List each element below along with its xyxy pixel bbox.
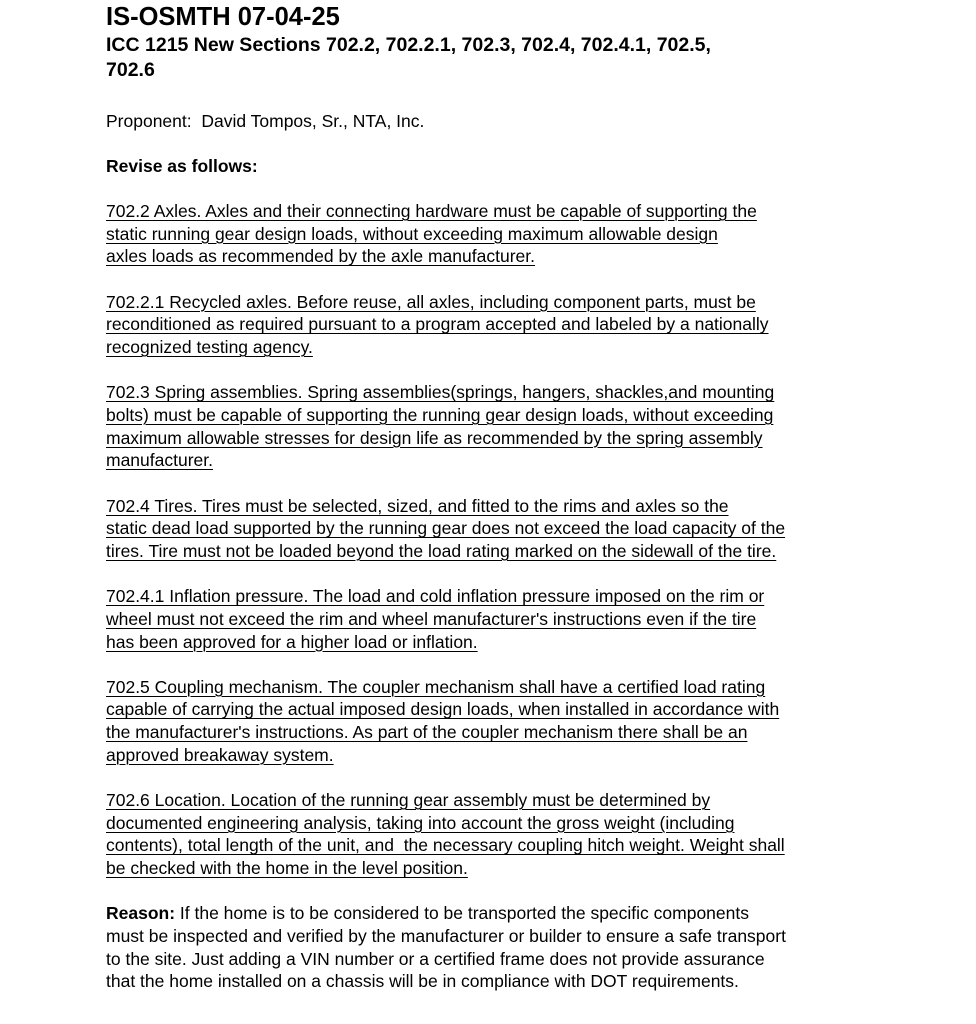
- section-line: 702.2.1 Recycled axles. Before reuse, all axles, including component parts, must be: [106, 291, 756, 312]
- section-702-2-1: [106, 291, 886, 359]
- section-line: 702.3 Spring assemblies. Spring assemblies(springs, hangers, shackles,and mounting: [106, 382, 775, 403]
- section-line: static dead load supported by the running gear does not exceed the load capacity of the: [106, 518, 786, 539]
- section-702-3: [106, 381, 886, 472]
- section-line: tires. Tire must not be loaded beyond the load rating marked on the sidewall of the tire.: [106, 540, 777, 561]
- document-page: [106, 0, 886, 993]
- section-line: capable of carrying the actual imposed design loads, when installed in accordance with: [106, 699, 780, 720]
- section-line: bolts) must be capable of supporting the running gear design loads, without exceeding: [106, 404, 774, 425]
- reason-label: Reason:: [106, 903, 176, 924]
- section-line: 702.4.1 Inflation pressure. The load and cold inflation pressure imposed on the rim or: [106, 586, 765, 607]
- section-line: recognized testing agency.: [106, 337, 313, 358]
- section-line: has been approved for a higher load or inflation.: [106, 631, 478, 652]
- document-subtitle: [106, 33, 886, 83]
- section-line: wheel must not exceed the rim and wheel manufacturer's instructions even if the tire: [106, 608, 757, 629]
- reason-line: must be inspected and verified by the manufacturer or builder to ensure a safe transport: [106, 926, 786, 947]
- section-702-5: [106, 676, 886, 767]
- section-702-6: [106, 789, 886, 880]
- section-line: static running gear design loads, without exceeding maximum allowable design: [106, 223, 718, 244]
- section-702-2: [106, 200, 886, 268]
- section-line: 702.4 Tires. Tires must be selected, sized, and fitted to the rims and axles so the: [106, 495, 729, 516]
- section-line: reconditioned as required pursuant to a program accepted and labeled by a nationally: [106, 314, 769, 335]
- section-line: contents), total length of the unit, and the necessary coupling hitch weight. Weight shall: [106, 835, 785, 856]
- section-line: manufacturer.: [106, 450, 213, 471]
- section-line: approved breakaway system.: [106, 744, 334, 765]
- section-line: the manufacturer's instructions. As part of the coupler mechanism there shall be an: [106, 722, 748, 743]
- proponent-line: Proponent: David Tompos, Sr., NTA, Inc.: [106, 111, 425, 131]
- revise-label: Revise as follows:: [106, 156, 258, 176]
- subtitle-line: 702.6: [106, 59, 155, 81]
- section-702-4-1: [106, 585, 886, 653]
- section-702-4: [106, 495, 886, 563]
- document-id-heading: IS-OSMTH 07-04-25: [106, 3, 340, 31]
- section-line: documented engineering analysis, taking into account the gross weight (including: [106, 812, 735, 833]
- section-line: 702.5 Coupling mechanism. The coupler mechanism shall have a certified load rating: [106, 676, 766, 697]
- section-line: 702.2 Axles. Axles and their connecting hardware must be capable of supporting the: [106, 201, 757, 221]
- reason-line: to the site. Just adding a VIN number or a certified frame does not provide assurance: [106, 948, 765, 969]
- subtitle-line: ICC 1215 New Sections 702.2, 702.2.1, 702.3, 702.4, 702.4.1, 702.5,: [106, 34, 711, 56]
- reason-paragraph: [106, 902, 886, 993]
- section-line: be checked with the home in the level position.: [106, 858, 468, 879]
- section-line: axles loads as recommended by the axle manufacturer.: [106, 246, 535, 267]
- reason-line: that the home installed on a chassis will be in compliance with DOT requirements.: [106, 971, 739, 992]
- reason-line: Reason: If the home is to be considered to be transported the specific components: [106, 903, 749, 924]
- section-line: 702.6 Location. Location of the running gear assembly must be determined by: [106, 790, 711, 811]
- section-line: maximum allowable stresses for design life as recommended by the spring assembly: [106, 427, 763, 448]
